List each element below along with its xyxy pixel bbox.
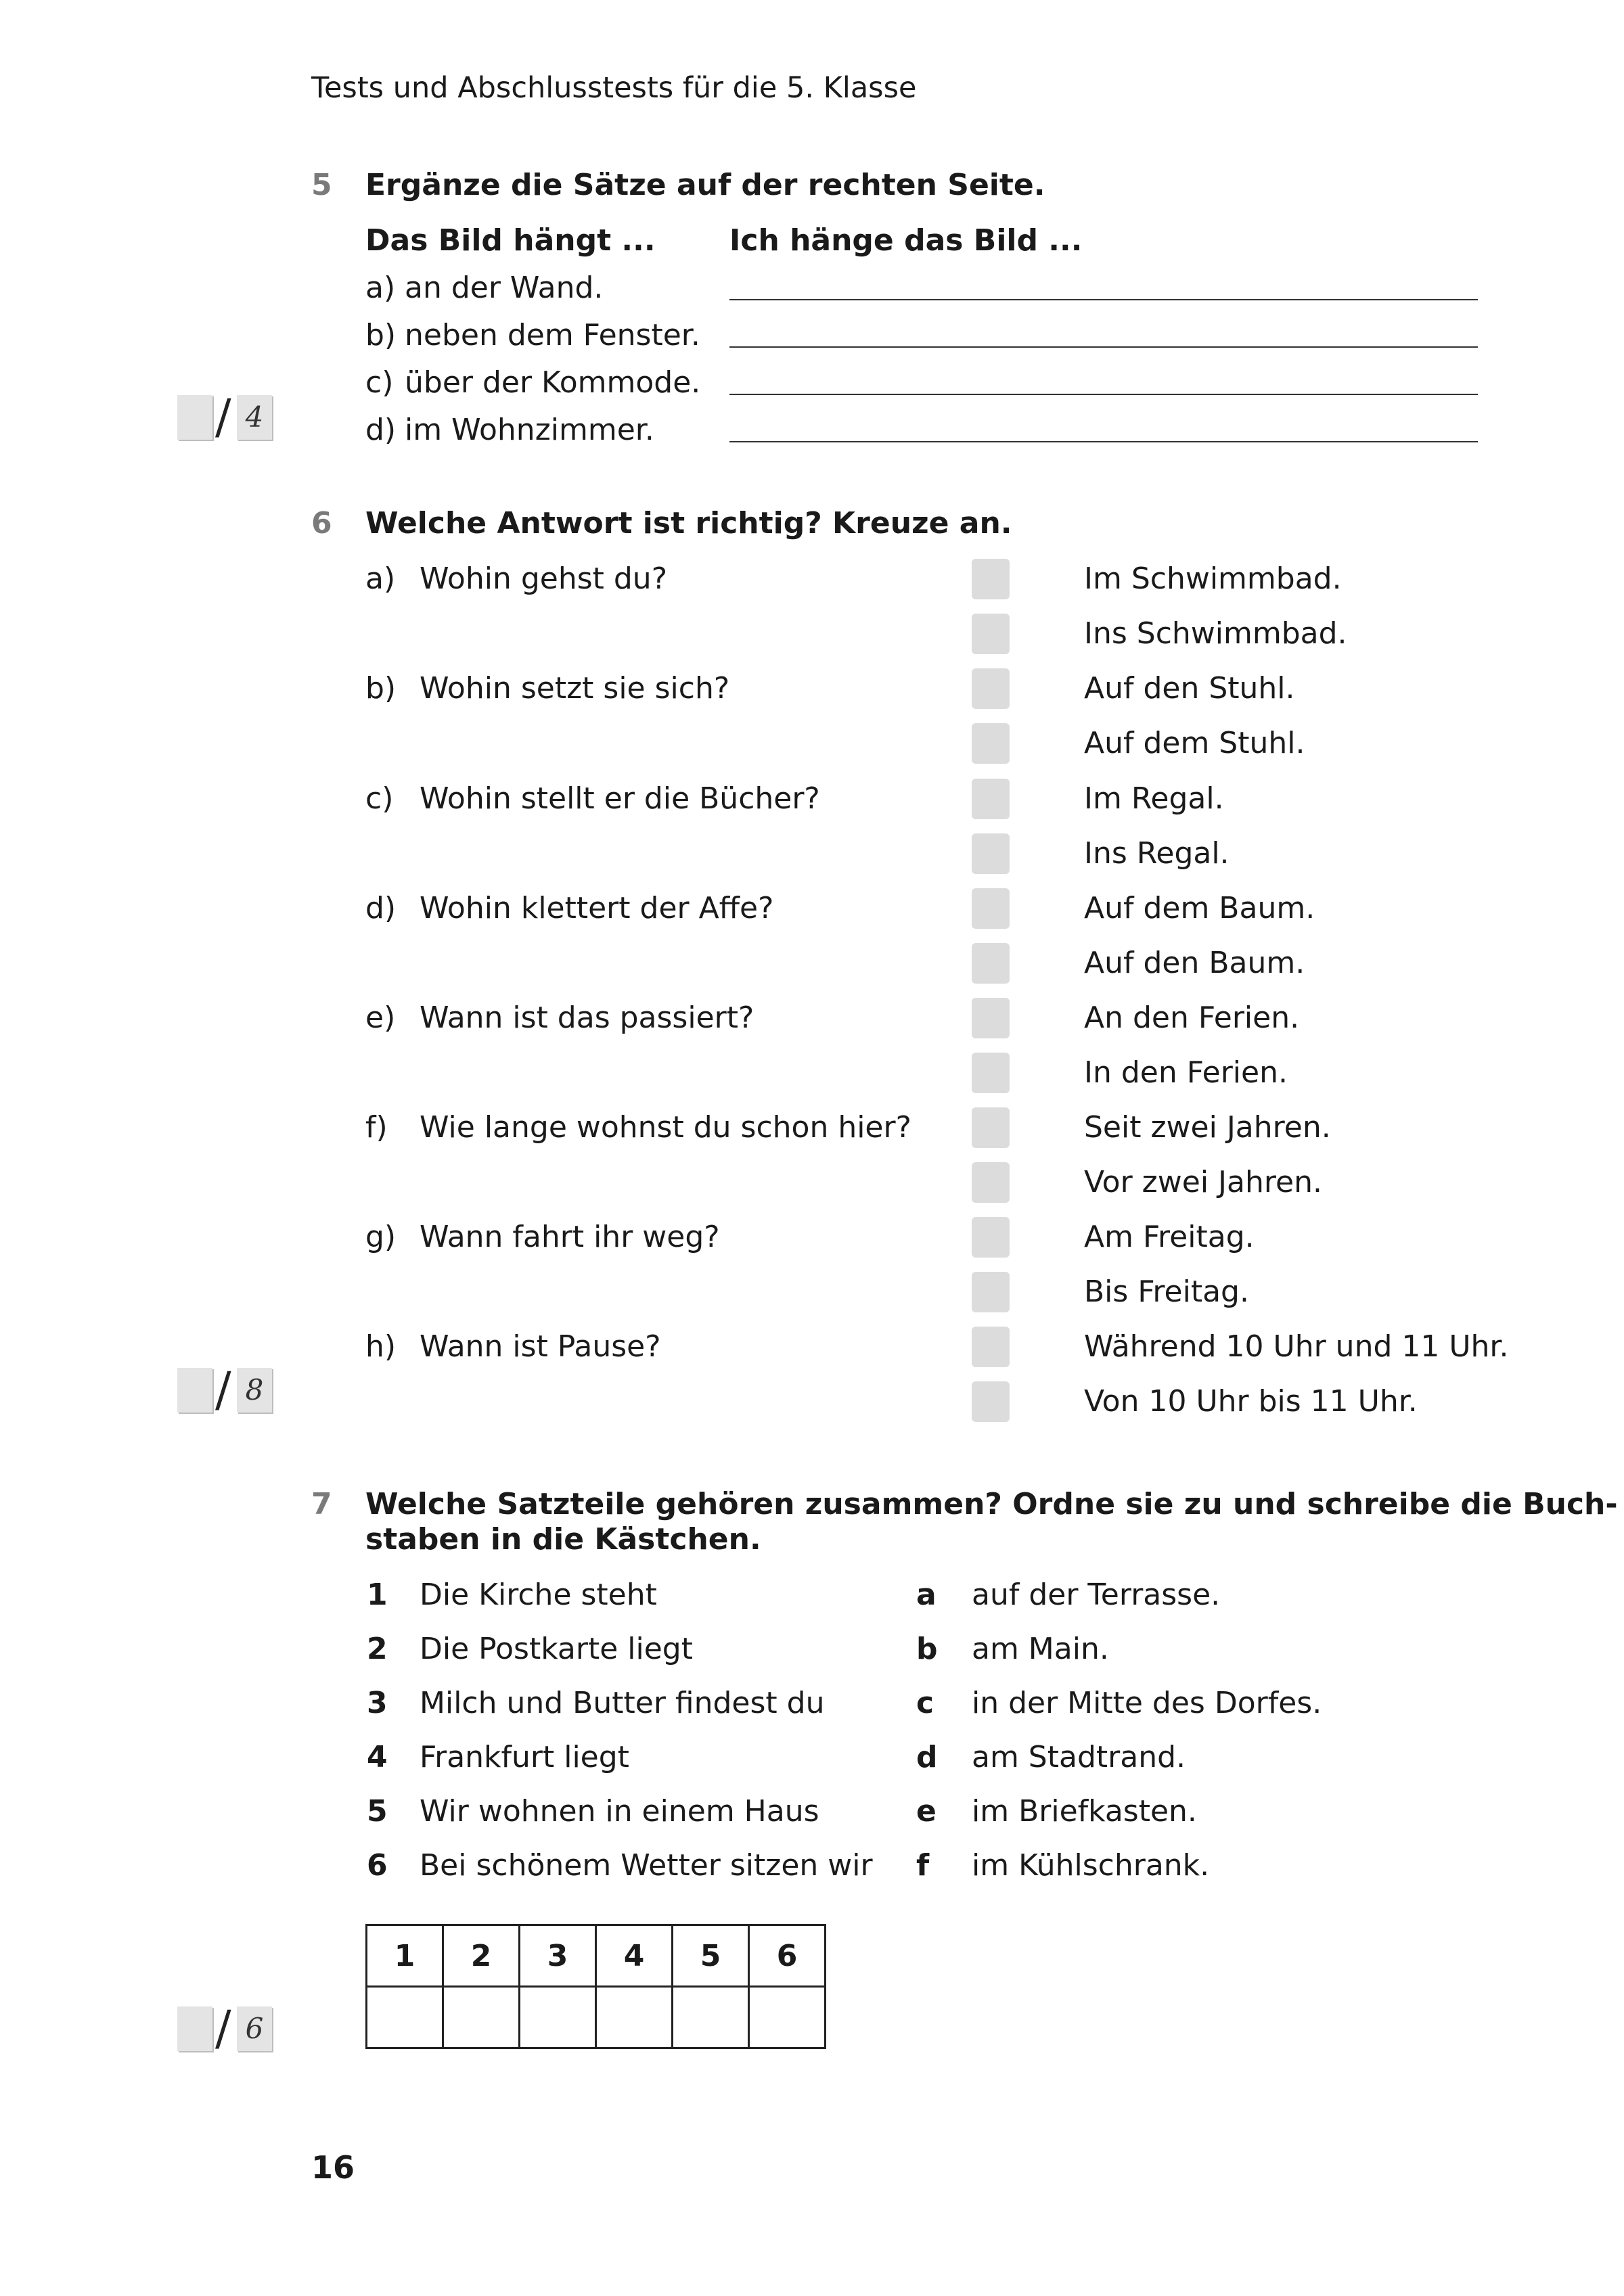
right-text-b: am Main. [972, 1632, 1109, 1666]
task6-question-h: Wann ist Pause? [420, 1329, 661, 1364]
task5-letter-a: a) [365, 271, 396, 305]
option-c1: Im Regal. [1084, 781, 1224, 816]
right-text-f: im Kühlschrank. [972, 1848, 1210, 1883]
left-number-3: 3 [367, 1686, 388, 1720]
option-g1: Am Freitag. [1084, 1220, 1255, 1254]
checkbox-d2[interactable] [972, 943, 1010, 984]
grid-answer-4[interactable] [596, 1987, 673, 2048]
option-h1: Während 10 Uhr und 11 Uhr. [1084, 1329, 1509, 1364]
checkbox-f1[interactable] [972, 1107, 1010, 1148]
task6-letter-b: b) [365, 671, 397, 706]
page-header: Tests und Abschlusstests für die 5. Klasse [311, 71, 917, 105]
left-number-1: 1 [367, 1578, 388, 1612]
right-letter-a: a [916, 1578, 937, 1612]
grid-header-6: 6 [749, 1925, 826, 1987]
page-number: 16 [311, 2149, 355, 2186]
checkbox-e1[interactable] [972, 998, 1010, 1038]
left-number-5: 5 [367, 1794, 388, 1829]
right-letter-e: e [916, 1794, 937, 1829]
task5-letter-b: b) [365, 318, 397, 352]
right-text-e: im Briefkasten. [972, 1794, 1197, 1829]
option-f2: Vor zwei Jahren. [1084, 1165, 1322, 1199]
grid-answer-5[interactable] [673, 1987, 749, 2048]
task6-question-b: Wohin setzt sie sich? [420, 671, 730, 706]
option-d1: Auf dem Baum. [1084, 891, 1315, 925]
grid-answer-6[interactable] [749, 1987, 826, 2048]
task6-letter-d: d) [365, 891, 397, 925]
score-input[interactable] [177, 2006, 212, 2051]
task6-letter-g: g) [365, 1220, 397, 1254]
grid-header-3: 3 [520, 1925, 596, 1987]
answer-grid [365, 1924, 826, 2049]
option-b1: Auf den Stuhl. [1084, 671, 1295, 706]
score-input[interactable] [177, 1368, 212, 1413]
task5-number: 5 [311, 168, 332, 202]
left-number-6: 6 [367, 1848, 388, 1883]
task6-question-f: Wie lange wohnst du schon hier? [420, 1110, 911, 1145]
checkbox-c1[interactable] [972, 779, 1010, 819]
checkbox-a1[interactable] [972, 559, 1010, 599]
checkbox-b2[interactable] [972, 723, 1010, 764]
left-number-2: 2 [367, 1632, 388, 1666]
task6-question-g: Wann fahrt ihr weg? [420, 1220, 720, 1254]
checkbox-g1[interactable] [972, 1217, 1010, 1258]
score-max: 4 [237, 395, 272, 440]
checkbox-e2[interactable] [972, 1053, 1010, 1093]
left-text-2: Die Postkarte liegt [420, 1632, 693, 1666]
task5-instruction: Ergänze die Sätze auf der rechten Seite. [365, 168, 1045, 202]
grid-answer-3[interactable] [520, 1987, 596, 2048]
task6-letter-e: e) [365, 1001, 396, 1035]
left-text-6: Bei schönem Wetter sitzen wir [420, 1848, 873, 1883]
option-e1: An den Ferien. [1084, 1001, 1300, 1035]
task5-col-right: Ich hänge das Bild ... [729, 223, 1083, 258]
checkbox-a2[interactable] [972, 614, 1010, 654]
option-b2: Auf dem Stuhl. [1084, 726, 1305, 760]
task5-answer-line-d[interactable] [729, 441, 1478, 442]
checkbox-d1[interactable] [972, 888, 1010, 929]
task6-number: 6 [311, 506, 332, 541]
score-input[interactable] [177, 395, 212, 440]
task6-letter-c: c) [365, 781, 394, 816]
answer-grid-header [367, 1925, 826, 1987]
option-a2: Ins Schwimmbad. [1084, 616, 1347, 651]
task6-instruction: Welche Antwort ist richtig? Kreuze an. [365, 506, 1012, 541]
grid-answer-1[interactable] [367, 1987, 443, 2048]
task6-question-a: Wohin gehst du? [420, 561, 668, 596]
task6-question-c: Wohin stellt er die Bücher? [420, 781, 820, 816]
grid-answer-2[interactable] [443, 1987, 520, 2048]
task6-letter-h: h) [365, 1329, 397, 1364]
option-c2: Ins Regal. [1084, 836, 1230, 871]
right-letter-d: d [916, 1740, 938, 1774]
right-text-a: auf der Terrasse. [972, 1578, 1221, 1612]
task5-answer-line-a[interactable] [729, 299, 1478, 300]
task5-col-left: Das Bild hängt ... [365, 223, 656, 258]
option-e2: In den Ferien. [1084, 1055, 1288, 1090]
checkbox-g2[interactable] [972, 1272, 1010, 1312]
left-text-1: Die Kirche steht [420, 1578, 657, 1612]
task5-text-a: an der Wand. [405, 271, 604, 305]
right-letter-f: f [916, 1848, 930, 1883]
task5-letter-d: d) [365, 413, 397, 447]
task5-answer-line-b[interactable] [729, 346, 1478, 348]
left-text-4: Frankfurt liegt [420, 1740, 629, 1774]
checkbox-h1[interactable] [972, 1327, 1010, 1367]
checkbox-b1[interactable] [972, 668, 1010, 709]
task7-number: 7 [311, 1487, 332, 1521]
task6-letter-a: a) [365, 561, 396, 596]
option-h2: Von 10 Uhr bis 11 Uhr. [1084, 1384, 1418, 1419]
task5-letter-c: c) [365, 365, 394, 400]
option-g2: Bis Freitag. [1084, 1275, 1249, 1309]
task7-instruction-line2: staben in die Kästchen. [365, 1522, 761, 1557]
task5-text-c: über der Kommode. [405, 365, 701, 400]
grid-header-5: 5 [673, 1925, 749, 1987]
right-text-c: in der Mitte des Dorfes. [972, 1686, 1322, 1720]
option-a1: Im Schwimmbad. [1084, 561, 1342, 596]
checkbox-c2[interactable] [972, 833, 1010, 874]
checkbox-h2[interactable] [972, 1381, 1010, 1422]
right-letter-c: c [916, 1686, 934, 1720]
left-text-5: Wir wohnen in einem Haus [420, 1794, 819, 1829]
task6-question-e: Wann ist das passiert? [420, 1001, 754, 1035]
task7-instruction-line1: Welche Satzteile gehören zusammen? Ordne sie zu und schreibe die Buch- [365, 1487, 1618, 1521]
right-letter-b: b [916, 1632, 938, 1666]
right-text-d: am Stadtrand. [972, 1740, 1186, 1774]
score-max: 8 [237, 1368, 272, 1413]
grid-header-1: 1 [367, 1925, 443, 1987]
task5-text-b: neben dem Fenster. [405, 318, 700, 352]
left-number-4: 4 [367, 1740, 388, 1774]
answer-grid-inputs [367, 1987, 826, 2048]
task6-letter-f: f) [365, 1110, 388, 1145]
task6-question-d: Wohin klettert der Affe? [420, 891, 774, 925]
checkbox-f2[interactable] [972, 1162, 1010, 1203]
option-d2: Auf den Baum. [1084, 946, 1305, 980]
grid-header-2: 2 [443, 1925, 520, 1987]
task5-answer-line-c[interactable] [729, 394, 1478, 395]
score-max: 6 [237, 2006, 272, 2051]
task5-text-d: im Wohnzimmer. [405, 413, 654, 447]
grid-header-4: 4 [596, 1925, 673, 1987]
option-f1: Seit zwei Jahren. [1084, 1110, 1331, 1145]
left-text-3: Milch und Butter findest du [420, 1686, 825, 1720]
